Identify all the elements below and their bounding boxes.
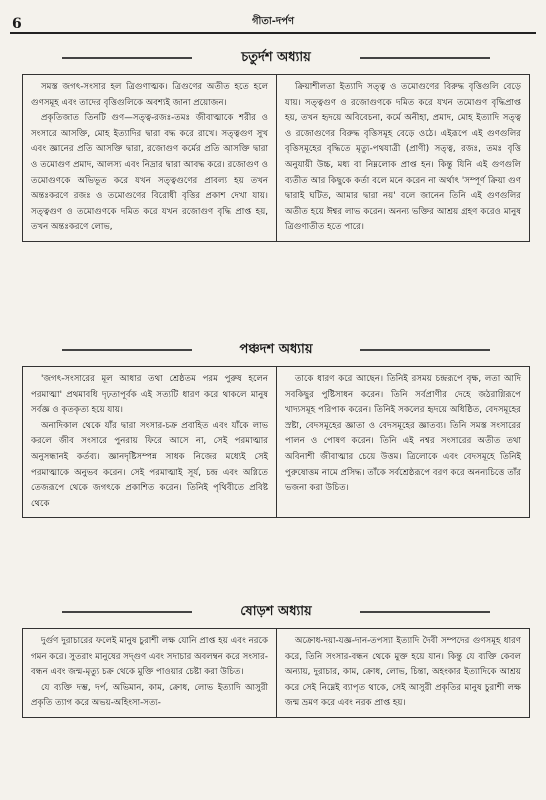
chapter-text-box	[22, 366, 530, 518]
left-column	[23, 629, 276, 717]
paragraph: ক্রিয়াশীলতা ইত্যাদি সত্ত্ব ও তমোগুণের বিরুদ্ধ বৃত্তিগুলি বেড়ে যায়। সত্ত্বগুণ ও রজোগুণকে দমিত করে যখন তমোগুণ বৃদ্ধিপ্রাপ্ত হয়, তখন হৃদয়ে অবিবেচনা, কর্মে অনীহা, প্রমাদ, মোহ ইত্যাদি সত্ত্ব ও রজোগুণের বিরুদ্ধ বৃত্তিসমূহ বেড়ে ওঠে। এইরূপে এই গুণগুলির বৃত্তিসমূহের বৃদ্ধিতে মৃত্যু-পথযাত্রী (প্রাণী) সত্ত্ব, রজঃ, তমঃ বৃত্তি অনুযায়ী উচ্চ, মধ্য বা নিম্নলোক প্রাপ্ত হন। কিন্তু যিনি এই গুণগুলি ব্যতীত আর কিছুকে কর্তা বলে মনে করেন না অর্থাৎ 'সম্পূর্ণ ক্রিয়া গুণ দ্বারাই ঘটিত, আমার দ্বারা নয়' বলে জানেন তিনি এই গুণগুলির অতীত হয়ে ঈশ্বর লাভ করেন। অনন্য ভক্তির আশ্রয় গ্রহণ করেও মানুষ ত্রিগুণাতীত হতে পারে।	[285, 82, 521, 233]
left-column	[23, 367, 276, 517]
running-title: গীতা-দর্পণ	[251, 16, 295, 27]
chapter-heading	[22, 46, 530, 70]
paragraph: তাকে ধারণ করে আছেন। তিনিই রসময় চন্দ্ররূপে বৃক্ষ, লতা আদি সবকিছুর পুষ্টিসাধন করেন। তিনি সর্বপ্রাণীর দেহে জঠরাগ্নিরূপে খাদ্যসমূহ পরিপাক করেন। তিনিই সকলের হৃদয়ে অধিষ্ঠিত, বেদসমূহের স্রষ্টা, বেদসমূহের জ্ঞাতা ও বেদসমূহের জ্ঞাতব্য। তিনি সমস্ত সংসারের পালন ও পোষণ করেন। তিনি এই নশ্বর সংসারের অতীত তথা অবিনাশী জীবাত্মার চেয়ে উত্তম। ত্রিলোকে এবং বেদসমূহে তিনিই পুরুষোত্তম নামে প্রসিদ্ধ। তাঁকে সর্বশ্রেষ্ঠরূপে বরণ করে অনন্যচিত্তে তাঁর ভজনা করা উচিত।	[285, 374, 521, 494]
right-column	[276, 629, 529, 717]
chapter-fourteen	[22, 46, 530, 242]
chapter-title: পঞ্চদশ অধ্যায়	[230, 338, 323, 362]
paragraph: যে ব্যক্তি দম্ভ, দর্প, অভিমান, কাম, ক্রোধ, লোভ ইত্যাদি আসুরী প্রকৃতি ত্যাগ করে অভয়-অহিংসা-সত্য-	[31, 682, 268, 709]
paragraph: সমস্ত জগৎ-সংসার হল ত্রিগুণাত্মক। ত্রিগুণের অতীত হতে হলে গুণসমূহ এবং তাদের বৃত্তিগুলিকে অবশ্যই জানা প্রয়োজন।	[31, 82, 268, 108]
page-number: 6	[12, 16, 22, 32]
chapter-title: ষোড়শ অধ্যায়	[230, 600, 321, 624]
page-header	[0, 0, 546, 36]
paragraph: 'জগৎ-সংসারের মূল আধার তথা শ্রেষ্ঠতম পরম পুরুষ হলেন পরমাত্মা' প্রথমাবধি দৃঢ়তাপূর্বক এই সত্যটি ধারণ করে থাকলে মানুষ সর্বজ্ঞ ও কৃতকৃত্য হয়ে যায়।	[31, 374, 268, 416]
chapter-sixteen	[22, 600, 530, 718]
chapter-fifteen	[22, 338, 530, 518]
right-column	[276, 75, 529, 241]
paragraph: প্রকৃতিজাত তিনটি গুণ—সত্ত্ব-রজঃ-তমঃ জীবাত্মাকে শরীর ও সংসারে আসক্তি, মোহ ইত্যাদির দ্বারা বদ্ধ করে রাখে। সত্ত্বগুণ সুখ এবং জ্ঞানের প্রতি আসক্তি দ্বারা, রজোগুণ কর্মের প্রতি আসক্তি দ্বারা ও তমোগুণ প্রমাদ, আলস্য এবং নিদ্রার দ্বারা আবদ্ধ করে। রজোগুণ ও তমোগুণকে অভিভূত করে যখন সত্ত্বগুণের প্রাবল্য হয় তখন অন্তঃকরণে রজঃ ও তমোগুণের বিরোধী বৃত্তির প্রকাশ দেখা যায়। সত্ত্বগুণ ও তমোগুণকে দমিত করে যখন রজোগুণ বৃদ্ধি প্রাপ্ত হয়, তখন অন্তঃকরণে লোভ,	[31, 113, 268, 233]
paragraph: অক্রোধ-দয়া-যজ্ঞ-দান-তপস্যা ইত্যাদি দৈবী সম্পদের গুণসমূহ ধারণ করে, তিনি সংসার-বন্ধন থেকে মুক্ত হয়ে যান। কিন্তু যে ব্যক্তি কেবল অন্যায়, দুরাচার, কাম, ক্রোধ, লোভ, চিন্তা, অহংকার ইত্যাদিকে আশ্রয় করে সেই নিম্নেই ব্যাপৃত থাকে, সেই আসুরী প্রকৃতির মানুষ চুরাশী লক্ষ জন্ম ভ্রমণ করে এবং নরক প্রাপ্ত হয়।	[285, 636, 521, 709]
chapter-text-box	[22, 74, 530, 242]
paragraph: অনাদিকাল থেকে যাঁর দ্বারা সংসার-চক্র প্রবাহিত এবং যাঁকে লাভ করলে জীব সংসারে পুনরায় ফিরে আসে না, সেই পরমাত্মার অনুসন্ধানই কর্তব্য। জ্ঞানদৃষ্টিসম্পন্ন সাধক নিজের মধ্যেই সেই পরমাত্মাকে অনুভব করেন। সেই পরমাত্মাই সূর্য, চন্দ্র এবং অগ্নিতে তেজরূপে থেকে জগৎকে প্রকাশিত করেন। তিনিই পৃথিবীতে প্রবিষ্ট থেকে	[31, 420, 268, 509]
chapter-heading	[22, 600, 530, 624]
paragraph: দুর্গুণ দুরাচারের ফলেই মানুষ চুরাশী লক্ষ যোনি প্রাপ্ত হয় এবং নরকে গমন করে। সুতরাং মানুষের সদ্গুণ এবং সদাচার অবলম্বন করে সংসার-বন্ধন এবং জন্ম-মৃত্যু চক্র থেকে মুক্তি পাওয়ার চেষ্টা করা উচিত।	[31, 636, 268, 678]
header-rule	[10, 32, 536, 34]
right-column	[276, 367, 529, 517]
chapter-text-box	[22, 628, 530, 718]
chapter-heading	[22, 338, 530, 362]
chapter-title: চতুর্দশ অধ্যায়	[231, 46, 321, 70]
left-column	[23, 75, 276, 241]
